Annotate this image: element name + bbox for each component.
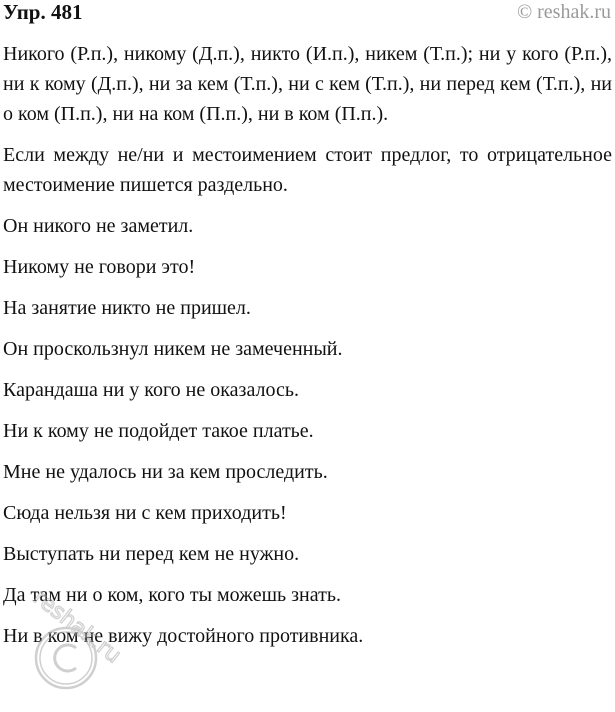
- example-sentence: Он никого не заметил.: [3, 215, 194, 237]
- rule-paragraph: Если между не/ни и местоимением стоит предлог, то отрицательное местоимение пишется раздельно.: [3, 144, 612, 196]
- example-sentence: Сюда нельзя ни с кем приходить!: [3, 502, 287, 524]
- example-sentence: Он проскользнул никем не замеченный.: [3, 338, 343, 360]
- svg-text:reshak.ru: reshak.ru: [28, 585, 126, 669]
- page-header: [0, 0, 615, 32]
- example-sentence: Выступать ни перед кем не нужно.: [3, 543, 300, 565]
- example-sentence: Ни к кому не подойдет такое платье.: [3, 420, 314, 442]
- example-sentence: Мне не удалось ни за кем проследить.: [3, 461, 328, 483]
- exercise-title: Упр. 481: [3, 0, 83, 24]
- example-sentence: Да там ни о ком, кого ты можешь знать.: [3, 584, 341, 606]
- example-sentence: Никому не говори это!: [3, 256, 196, 278]
- example-sentence: Ни в ком не вижу достойного противника.: [3, 625, 364, 647]
- pronoun-cases-paragraph: Никого (Р.п.), никому (Д.п.), никто (И.п.), никем (Т.п.); ни у кого (Р.п.), ни к кому (Д.п.), ни за кем (Т.п.), ни с кем (Т.п.), ни перед кем (Т.п.), ни о ком (П.п.), ни на ком (П.п.), ни в ком (П.п.).: [3, 43, 612, 125]
- example-sentence: Карандаша ни у кого не оказалось.: [3, 379, 299, 401]
- copyright-watermark: © reshak.ru: [516, 1, 611, 23]
- example-sentence: На занятие никто не пришел.: [3, 297, 251, 319]
- exercise-content: [3, 39, 612, 662]
